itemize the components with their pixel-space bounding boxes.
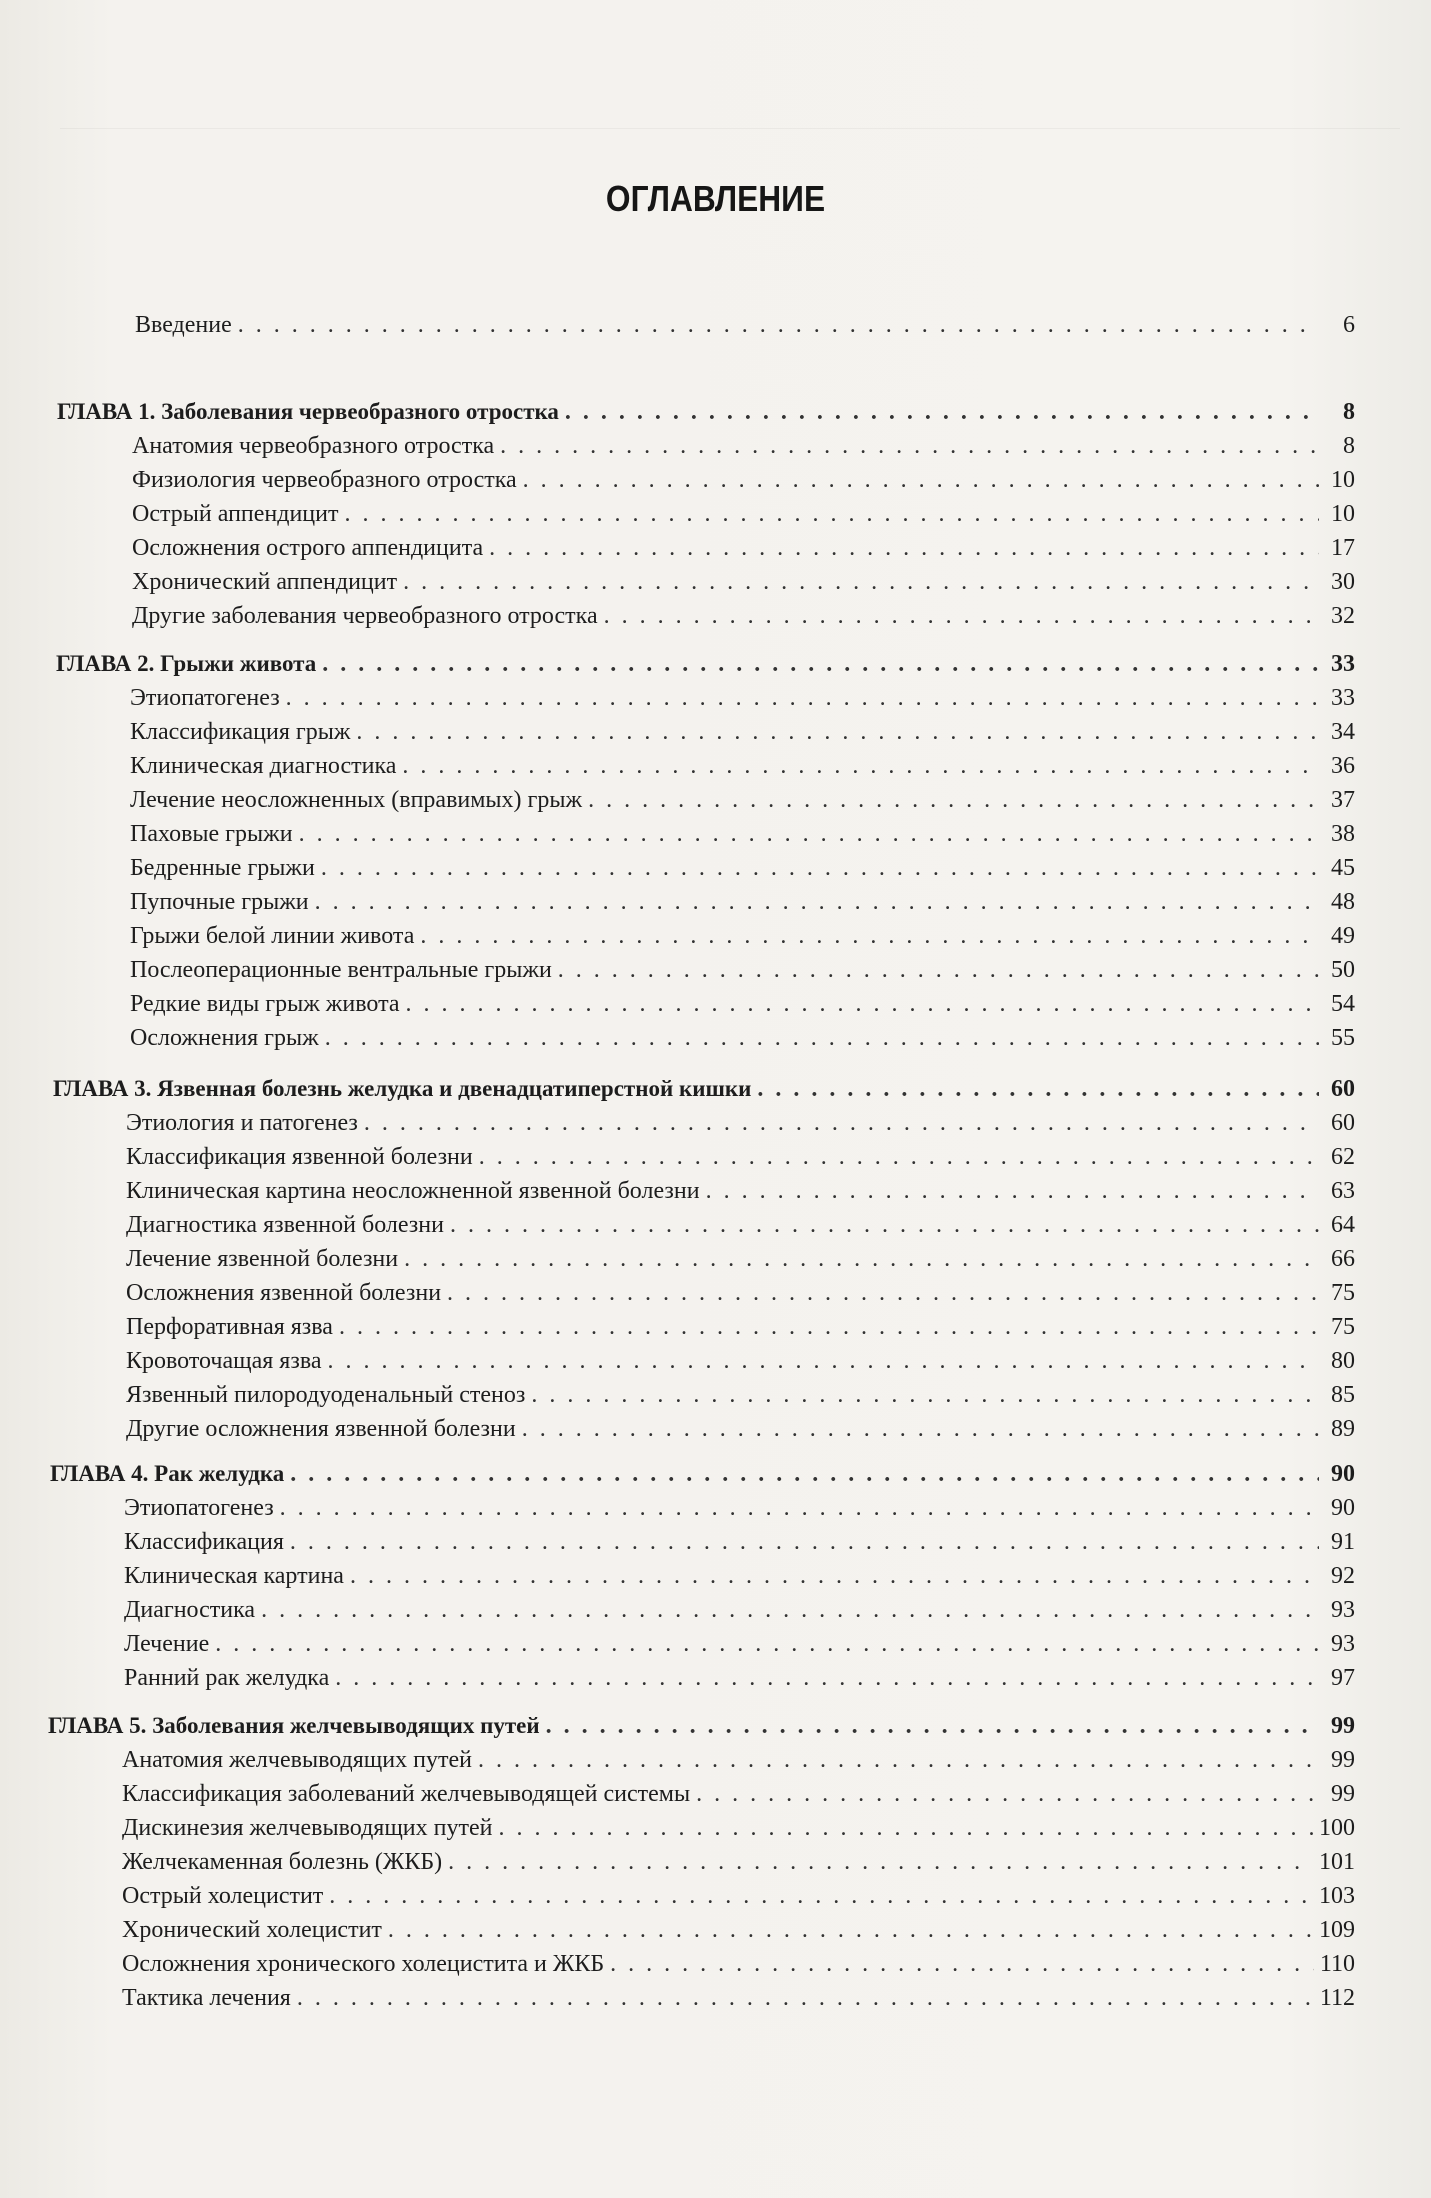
toc-entry-label: Дискинезия желчевыводящих путей	[122, 1815, 493, 1841]
toc-page-number: 45	[1331, 855, 1355, 881]
toc-entry-label: Осложнения грыж	[130, 1025, 319, 1051]
toc-section-entry[interactable]	[130, 747, 1355, 781]
toc-entry-label: Осложнения острого аппендицита	[132, 535, 484, 561]
toc-chapter-entry[interactable]	[56, 645, 1355, 679]
dot-leader	[321, 853, 1319, 883]
toc-entry-label: Тактика лечения	[122, 1985, 291, 2011]
toc-section-entry[interactable]	[126, 1274, 1355, 1308]
toc-entry-label: Кровоточащая язва	[126, 1348, 322, 1374]
toc-page-number: 10	[1331, 501, 1355, 527]
toc-entry-label: Язвенный пилородуоденальный стеноз	[126, 1382, 526, 1408]
toc-entry-label: Перфоративная язва	[126, 1314, 333, 1340]
toc-entry-label: ГЛАВА 5. Заболевания желчевыводящих путей	[48, 1713, 540, 1738]
toc-entry-label: Диагностика	[124, 1597, 256, 1623]
toc-section-entry[interactable]	[126, 1376, 1355, 1410]
toc-section-entry[interactable]	[132, 529, 1355, 563]
toc-page-number: 109	[1319, 1917, 1355, 1943]
dot-leader	[479, 1142, 1319, 1172]
toc-entry-label: Бедренные грыжи	[130, 855, 315, 881]
dot-leader	[546, 1711, 1319, 1741]
toc-chapter-entry[interactable]	[57, 393, 1355, 427]
toc-page-number: 101	[1319, 1849, 1355, 1875]
toc-section-entry[interactable]	[130, 815, 1355, 849]
toc-entry-label: Грыжи белой линии живота	[130, 923, 415, 949]
dot-leader	[404, 1244, 1319, 1274]
toc-page-number: 10	[1331, 467, 1355, 493]
toc-entry-label: Физиология червеобразного отростка	[132, 467, 517, 493]
toc-page-number: 38	[1331, 821, 1355, 847]
toc-section-entry[interactable]	[130, 713, 1355, 747]
toc-page-number: 60	[1331, 1110, 1355, 1136]
dot-leader	[565, 397, 1319, 427]
toc-section-entry[interactable]	[124, 1489, 1355, 1523]
toc-page-number: 48	[1331, 889, 1355, 915]
toc-page-number: 99	[1331, 1747, 1355, 1773]
dot-leader	[531, 1380, 1319, 1410]
toc-entry-label: Этиопатогенез	[124, 1495, 274, 1521]
dot-leader	[558, 955, 1319, 985]
toc-page-number: 30	[1331, 569, 1355, 595]
dot-leader	[388, 1915, 1313, 1945]
toc-section-entry[interactable]	[126, 1240, 1355, 1274]
dot-leader	[344, 499, 1319, 529]
toc-section-entry[interactable]	[132, 597, 1355, 631]
toc-section-entry[interactable]	[130, 951, 1355, 985]
toc-page-number: 99	[1331, 1713, 1355, 1739]
toc-section-entry[interactable]	[130, 883, 1355, 917]
toc-entry-label: Другие осложнения язвенной болезни	[126, 1416, 516, 1442]
toc-entry-label: Редкие виды грыж живота	[130, 991, 400, 1017]
toc-page-number: 80	[1331, 1348, 1355, 1374]
toc-entry-label: ГЛАВА 2. Грыжи живота	[56, 651, 317, 676]
toc-entry-label: Диагностика язвенной болезни	[126, 1212, 444, 1238]
toc-page-number: 112	[1319, 1985, 1355, 2011]
toc-section-entry[interactable]	[122, 1809, 1355, 1843]
page-title: ОГЛАВЛЕНИЕ	[605, 178, 826, 219]
toc-page-number: 97	[1331, 1665, 1355, 1691]
toc-section-entry[interactable]	[130, 1019, 1355, 1053]
dot-leader	[322, 649, 1319, 679]
toc-page-number: 100	[1319, 1815, 1355, 1841]
toc-entry-label: Острый холецистит	[122, 1883, 324, 1909]
dot-leader	[238, 310, 1319, 340]
dot-leader	[478, 1745, 1319, 1775]
toc-section-entry[interactable]	[126, 1172, 1355, 1206]
dot-leader	[335, 1663, 1319, 1693]
toc-page-number: 55	[1331, 1025, 1355, 1051]
toc-page-number: 85	[1331, 1382, 1355, 1408]
dot-leader	[610, 1949, 1314, 1979]
dot-leader	[448, 1847, 1313, 1877]
toc-page-number: 54	[1331, 991, 1355, 1017]
toc-entry-label: Классификация заболеваний желчевыводящей системы	[122, 1781, 691, 1807]
toc-section-entry[interactable]	[126, 1410, 1355, 1444]
dot-leader	[299, 819, 1319, 849]
dot-leader	[290, 1527, 1319, 1557]
dot-leader	[706, 1176, 1319, 1206]
toc-entry-label: Осложнения язвенной болезни	[126, 1280, 442, 1306]
toc-page-number: 37	[1331, 787, 1355, 813]
toc-section-entry[interactable]	[130, 849, 1355, 883]
dot-leader	[315, 887, 1319, 917]
toc-entry-label: Лечение	[124, 1631, 210, 1657]
toc-page-number: 75	[1331, 1314, 1355, 1340]
toc-chapter-entry[interactable]	[50, 1455, 1355, 1489]
toc-entry-label: ГЛАВА 4. Рак желудка	[50, 1461, 285, 1486]
toc-page-number: 62	[1331, 1144, 1355, 1170]
toc-entry-label: Анатомия желчевыводящих путей	[122, 1747, 472, 1773]
toc-entry-label: Паховые грыжи	[130, 821, 293, 847]
dot-leader	[364, 1108, 1319, 1138]
toc-page-number: 92	[1331, 1563, 1355, 1589]
toc-entry-label: Классификация грыж	[130, 719, 351, 745]
toc-section-entry[interactable]	[130, 985, 1355, 1019]
toc-chapter-entry[interactable]	[53, 1070, 1355, 1104]
toc-section-entry[interactable]	[122, 1979, 1355, 2013]
toc-entry-label: Послеоперационные вентральные грыжи	[130, 957, 552, 983]
toc-section-entry[interactable]	[122, 1843, 1355, 1877]
dot-leader	[406, 989, 1319, 1019]
toc-entry-label: Этиология и патогенез	[126, 1110, 358, 1136]
toc-page-number: 6	[1343, 312, 1355, 338]
toc-page-number: 32	[1331, 603, 1355, 629]
toc-page-number: 90	[1331, 1461, 1355, 1487]
toc-entry-label: Клиническая картина неосложненной язвенной болезни	[126, 1178, 700, 1204]
dot-leader	[329, 1881, 1313, 1911]
toc-page-number: 103	[1319, 1883, 1355, 1909]
bleed-through-line	[60, 128, 1400, 135]
toc-section-entry[interactable]	[122, 1741, 1355, 1775]
toc-section-entry[interactable]	[130, 917, 1355, 951]
toc-entry-label: Классификация язвенной болезни	[126, 1144, 473, 1170]
toc-page-number: 91	[1331, 1529, 1355, 1555]
dot-leader	[420, 921, 1319, 951]
toc-page-number: 34	[1331, 719, 1355, 745]
toc-section-entry[interactable]	[126, 1104, 1355, 1138]
toc-chapter-entry[interactable]	[48, 1707, 1355, 1741]
toc-page-number: 50	[1331, 957, 1355, 983]
dot-leader	[447, 1278, 1319, 1308]
dot-leader	[328, 1346, 1320, 1376]
toc-entry-label: Лечение язвенной болезни	[126, 1246, 399, 1272]
toc-section-entry[interactable]	[132, 427, 1355, 461]
toc-entry-label: Пупочные грыжи	[130, 889, 309, 915]
toc-section-entry[interactable]	[124, 1591, 1355, 1625]
toc-section-entry[interactable]	[122, 1877, 1355, 1911]
toc-page-number: 49	[1331, 923, 1355, 949]
toc-page-number: 33	[1331, 685, 1355, 711]
toc-section-entry[interactable]	[124, 1625, 1355, 1659]
toc-entry-label: Этиопатогенез	[130, 685, 280, 711]
toc-entry-label: Хронический холецистит	[122, 1917, 382, 1943]
toc-entry-label: Ранний рак желудка	[124, 1665, 330, 1691]
dot-leader	[280, 1493, 1319, 1523]
toc-section-entry[interactable]	[126, 1206, 1355, 1240]
toc-page-number: 93	[1331, 1631, 1355, 1657]
toc-section-entry[interactable]	[130, 679, 1355, 713]
toc-page-number: 36	[1331, 753, 1355, 779]
dot-leader	[500, 431, 1319, 461]
toc-page-number: 17	[1331, 535, 1355, 561]
toc-entry-label: Осложнения хронического холецистита и ЖКБ	[122, 1951, 605, 1977]
dot-leader	[261, 1595, 1319, 1625]
dot-leader	[356, 717, 1319, 747]
toc-section-entry[interactable]	[124, 1523, 1355, 1557]
toc-page-number: 63	[1331, 1178, 1355, 1204]
toc-page-number: 66	[1331, 1246, 1355, 1272]
toc-intro-entry[interactable]	[135, 306, 1355, 340]
toc-entry-label: Классификация	[124, 1529, 284, 1555]
toc-page-number: 99	[1331, 1781, 1355, 1807]
dot-leader	[604, 601, 1319, 631]
toc-entry-label: Желчекаменная болезнь (ЖКБ)	[122, 1849, 443, 1875]
toc-entry-label: Лечение неосложненных (вправимых) грыж	[130, 787, 583, 813]
toc-page-number: 60	[1331, 1076, 1355, 1102]
toc-page-number: 33	[1331, 651, 1355, 677]
toc-page-number: 8	[1343, 433, 1355, 459]
toc-entry-label: Острый аппендицит	[132, 501, 339, 527]
toc-entry-label: Анатомия червеобразного отростка	[132, 433, 495, 459]
toc-entry-label: Клиническая картина	[124, 1563, 344, 1589]
toc-entry-label: ГЛАВА 1. Заболевания червеобразного отростка	[57, 399, 559, 424]
toc-page-number: 89	[1331, 1416, 1355, 1442]
dot-leader	[498, 1813, 1313, 1843]
toc-section-entry[interactable]	[126, 1342, 1355, 1376]
dot-leader	[696, 1779, 1319, 1809]
toc-entry-label: ГЛАВА 3. Язвенная болезнь желудка и двенадцатиперстной кишки	[53, 1076, 752, 1101]
dot-leader	[757, 1074, 1319, 1104]
toc-page-number: 93	[1331, 1597, 1355, 1623]
toc-page-number: 110	[1319, 1951, 1355, 1977]
toc-page-number: 64	[1331, 1212, 1355, 1238]
dot-leader	[350, 1561, 1319, 1591]
dot-leader	[325, 1023, 1319, 1053]
toc-page-number: 8	[1343, 399, 1355, 425]
toc-page-number: 75	[1331, 1280, 1355, 1306]
dot-leader	[523, 465, 1319, 495]
toc-section-entry[interactable]	[122, 1911, 1355, 1945]
toc-entry-label: Клиническая диагностика	[130, 753, 397, 779]
dot-leader	[522, 1414, 1319, 1444]
toc-section-entry[interactable]	[124, 1659, 1355, 1693]
toc-page-number: 90	[1331, 1495, 1355, 1521]
toc-section-entry[interactable]	[122, 1945, 1355, 1979]
toc-section-entry[interactable]	[132, 563, 1355, 597]
toc-entry-label: Другие заболевания червеобразного отростка	[132, 603, 598, 629]
toc-section-entry[interactable]	[132, 461, 1355, 495]
dot-leader	[402, 751, 1319, 781]
dot-leader	[339, 1312, 1319, 1342]
toc-section-entry[interactable]	[130, 781, 1355, 815]
toc-entry-label: Хронический аппендицит	[132, 569, 398, 595]
toc-section-entry[interactable]	[122, 1775, 1355, 1809]
toc-section-entry[interactable]	[126, 1308, 1355, 1342]
dot-leader	[403, 567, 1319, 597]
toc-section-entry[interactable]	[124, 1557, 1355, 1591]
toc-section-entry[interactable]	[132, 495, 1355, 529]
dot-leader	[286, 683, 1319, 713]
dot-leader	[588, 785, 1319, 815]
dot-leader	[489, 533, 1319, 563]
toc-entry-label: Введение	[135, 312, 232, 338]
dot-leader	[297, 1983, 1314, 2013]
dot-leader	[450, 1210, 1319, 1240]
dot-leader	[215, 1629, 1319, 1659]
dot-leader	[290, 1459, 1319, 1489]
toc-section-entry[interactable]	[126, 1138, 1355, 1172]
